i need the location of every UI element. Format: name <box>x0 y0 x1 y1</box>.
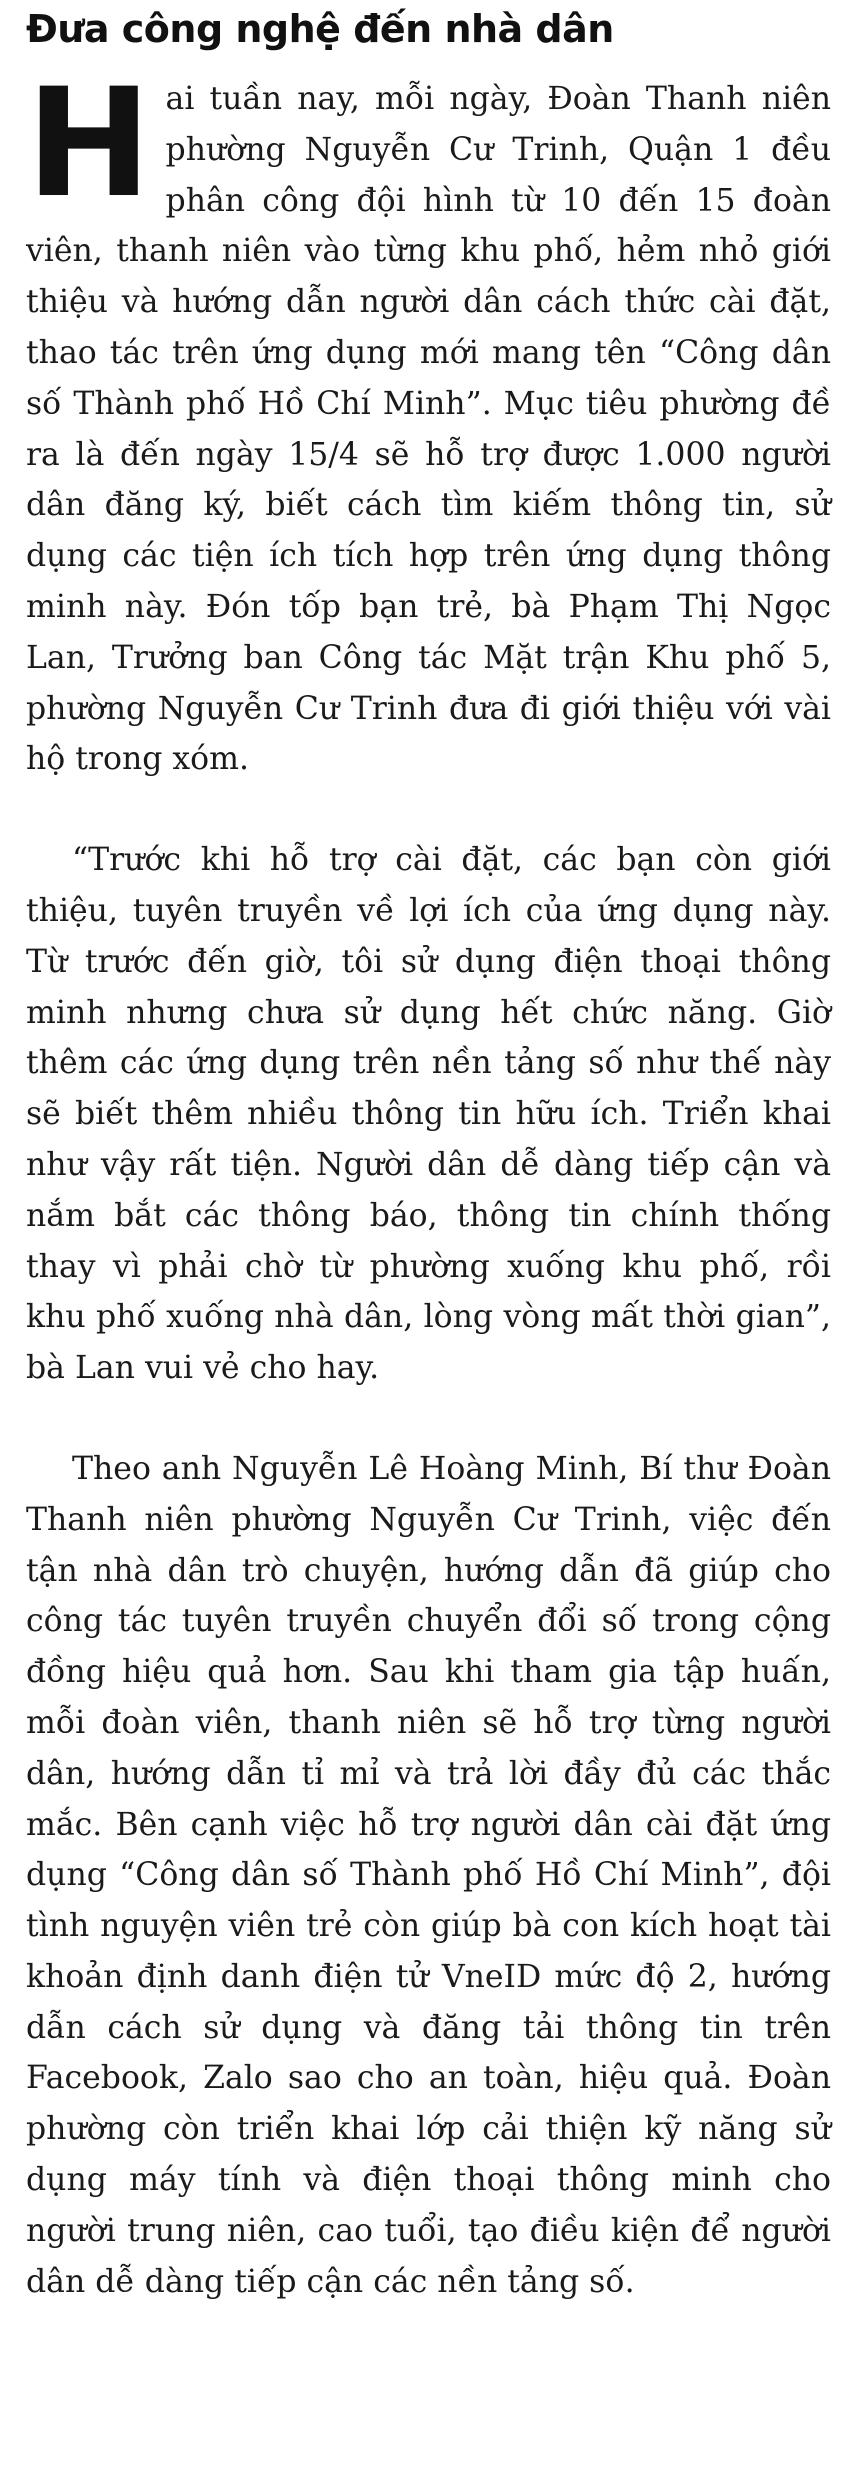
article-paragraph-3: Theo anh Nguyễn Lê Hoàng Minh, Bí thư Đoàn Thanh niên phường Nguyễn Cư Trinh, việc đến tận nhà dân trò chuyện, hướng dẫn đã giúp cho công tác tuyên truyền chuyển đổi số trong cộng đồng hiệu quả hơn. Sau khi tham gia tập huấn, mỗi đoàn viên, thanh niên sẽ hỗ trợ từng người dân, hướng dẫn tỉ mỉ và trả lời đầy đủ các thắc mắc. Bên cạnh việc hỗ trợ người dân cài đặt ứng dụng “Công dân số Thành phố Hồ Chí Minh”, đội tình nguyện viên trẻ còn giúp bà con kích hoạt tài khoản định danh điện tử VneID mức độ 2, hướng dẫn cách sử dụng và đăng tải thông tin trên Facebook, Zalo sao cho an toàn, hiệu quả. Đoàn phường còn triển khai lớp cải thiện kỹ năng sử dụng máy tính và điện thoại thông minh cho người trung niên, cao tuổi, tạo điều kiện để người dân dễ dàng tiếp cận các nền tảng số. <box>26 1450 831 2300</box>
article-paragraph-1 <box>26 57 831 785</box>
drop-cap-letter: H <box>26 57 152 231</box>
article-paragraph-2: “Trước khi hỗ trợ cài đặt, các bạn còn giới thiệu, tuyên truyền về lợi ích của ứng dụng này. Từ trước đến giờ, tôi sử dụng điện thoại thông minh nhưng chưa sử dụng hết chức năng. Giờ thêm các ứng dụng trên nền tảng số như thế này sẽ biết thêm nhiều thông tin hữu ích. Triển khai như vậy rất tiện. Người dân dễ dàng tiếp cận và nắm bắt các thông báo, thông tin chính thống thay vì phải chờ từ phường xuống khu phố, rồi khu phố xuống nhà dân, lòng vòng mất thời gian”, bà Lan vui vẻ cho hay. <box>26 842 831 1387</box>
article-body <box>26 57 831 2307</box>
article-headline: Đưa công nghệ đến nhà dân <box>26 7 614 51</box>
paragraph-1-text: ai tuần nay, mỗi ngày, Đoàn Thanh niên phường Nguyễn Cư Trinh, Quận 1 đều phân công đội hình từ 10 đến 15 đoàn viên, thanh niên vào từng khu phố, hẻm nhỏ giới thiệu và hướng dẫn người dân cách thức cài đặt, thao tác trên ứng dụng mới mang tên “Công dân số Thành phố Hồ Chí Minh”. Mục tiêu phường đề ra là đến ngày 15/4 sẽ hỗ trợ được 1.000 người dân đăng ký, biết cách tìm kiếm thông tin, sử dụng các tiện ích tích hợp trên ứng dụng thông minh này. Đón tốp bạn trẻ, bà Phạm Thị Ngọc Lan, Trưởng ban Công tác Mặt trận Khu phố 5, phường Nguyễn Cư Trinh đưa đi giới thiệu với vài hộ trong xóm. <box>26 81 831 778</box>
